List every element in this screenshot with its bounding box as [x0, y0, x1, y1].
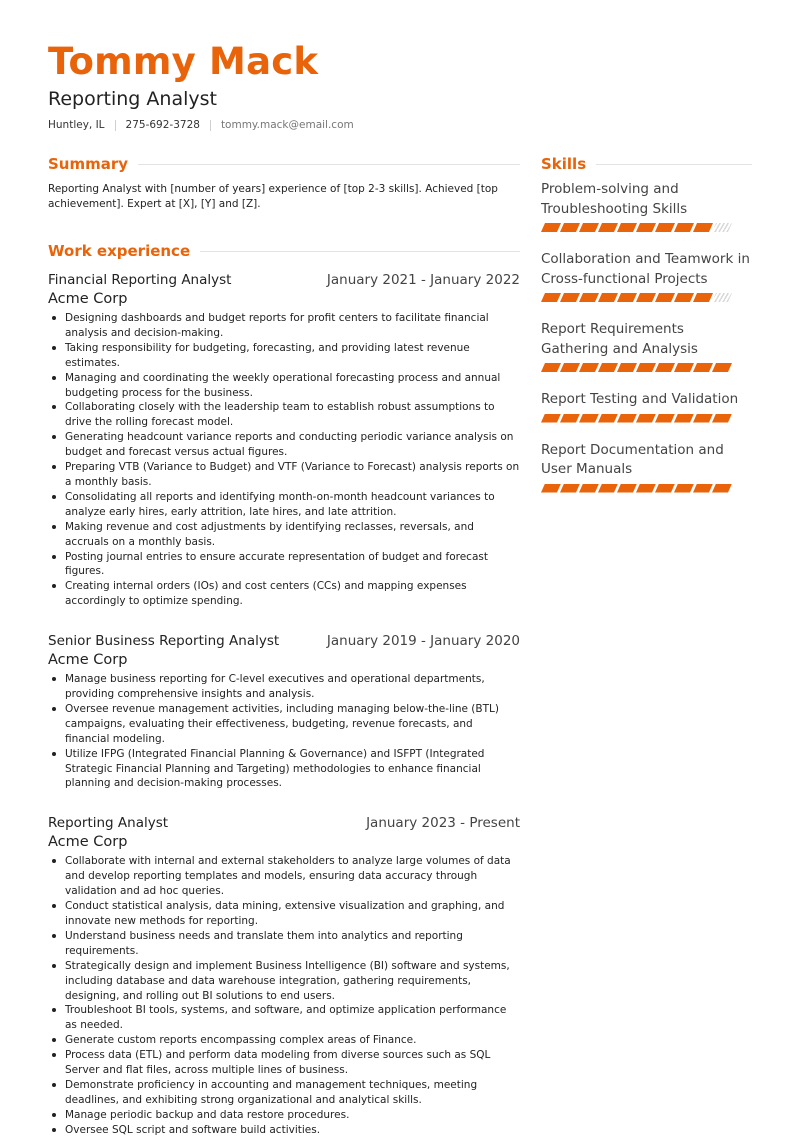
job-dates: January 2019 - January 2020 — [326, 633, 520, 650]
job-bullet: Conduct statistical analysis, data mining, extensive visualization and graphing, and innovate new methods for reporting. — [48, 899, 520, 929]
job-header — [48, 272, 520, 288]
job-bullet: Process data (ETL) and perform data modeling from diverse sources such as SQL Server and flat files, across multiple lines of business. — [48, 1048, 520, 1078]
skill-segment-filled — [598, 484, 618, 493]
skill-segment-filled — [636, 363, 656, 372]
contact-line — [48, 119, 354, 131]
job-bullet: Manage periodic backup and data restore procedures. — [48, 1108, 520, 1123]
skill-item — [541, 180, 752, 232]
skill-level-bar — [541, 484, 752, 493]
job-bullet: Manage business reporting for C-level executives and operational departments, providing comprehensive insights and analysis. — [48, 672, 520, 702]
job-header — [48, 633, 520, 649]
job-dates: January 2023 - Present — [366, 815, 520, 832]
job-bullet: Creating internal orders (IOs) and cost centers (CCs) and mapping expenses accordingly to optimize spending. — [48, 579, 520, 609]
job-bullet: Troubleshoot BI tools, systems, and software, and optimize application performance as needed. — [48, 1003, 520, 1033]
skills-heading-text: Skills — [541, 155, 587, 173]
job-bullet: Demonstrate proficiency in accounting and management techniques, meeting deadlines, and exhibiting strong organizational and analytical skills. — [48, 1078, 520, 1108]
skill-segment-filled — [560, 293, 580, 302]
skill-segment-filled — [655, 414, 675, 423]
heading-rule — [138, 164, 520, 165]
job-bullet: Generating headcount variance reports and conducting periodic variance analysis on budget and forecast versus actual figures. — [48, 430, 520, 460]
job-bullets — [48, 854, 520, 1137]
skill-segment-filled — [617, 484, 637, 493]
skill-name: Problem-solving and Troubleshooting Skills — [541, 181, 688, 217]
location: Huntley, IL — [48, 119, 105, 131]
skill-segment-filled — [674, 484, 694, 493]
skill-segment-filled — [693, 223, 713, 232]
job-bullets — [48, 311, 520, 609]
job-title: Senior Business Reporting Analyst — [48, 633, 280, 650]
skill-level-bar — [541, 363, 752, 372]
job-bullet: Taking responsibility for budgeting, forecasting, and providing latest revenue estimates. — [48, 341, 520, 371]
skill-segment-filled — [636, 293, 656, 302]
skill-segment-filled — [712, 484, 732, 493]
summary-text: Reporting Analyst with [number of years] experience of [top 2-3 skills]. Achieved [top achievement]. Expert at [X], [Y] and [Z]. — [48, 183, 498, 210]
skill-segment-filled — [636, 484, 656, 493]
skill-segment-filled — [617, 414, 637, 423]
job-bullet: Collaborate with internal and external stakeholders to analyze large volumes of data and develop reporting templates and models, ensuring data accuracy through validation and ad hoc queries. — [48, 854, 520, 899]
skill-segment-filled — [560, 414, 580, 423]
skill-segment-filled — [560, 484, 580, 493]
skill-segment-filled — [617, 363, 637, 372]
phone: 275-692-3728 — [125, 119, 200, 131]
skill-segment-filled — [693, 414, 713, 423]
skill-segment-filled — [541, 293, 561, 302]
skill-segment-filled — [617, 293, 637, 302]
skill-segment-filled — [579, 484, 599, 493]
skill-segment-filled — [541, 223, 561, 232]
job-bullet: Making revenue and cost adjustments by identifying reclasses, reversals, and accruals on a monthly basis. — [48, 520, 520, 550]
job-bullet: Oversee SQL script and software build activities. — [48, 1123, 520, 1138]
email-link[interactable]: tommy.mack@email.com — [220, 119, 354, 131]
job-entry — [48, 272, 520, 609]
summary-heading — [48, 152, 520, 176]
skill-segment-filled — [655, 484, 675, 493]
skill-item — [541, 250, 752, 302]
skill-item — [541, 320, 752, 372]
skill-segment-filled — [579, 363, 599, 372]
skill-name: Report Documentation and User Manuals — [541, 441, 724, 477]
job-title: Financial Reporting Analyst — [48, 272, 232, 288]
skill-level-bar — [541, 293, 752, 302]
candidate-title: Reporting Analyst — [48, 88, 217, 110]
skill-segment-filled — [541, 484, 561, 493]
skill-segment-filled — [655, 223, 675, 232]
job-bullet: Consolidating all reports and identifying month-on-month headcount variances to analyze early hires, early attrition, late hires, and late attrition. — [48, 490, 520, 520]
job-bullet: Oversee revenue management activities, including managing below-the-line (BTL) campaigns, evaluating their effectiveness, budgeting, revenue forecasts, and financial modeling. — [48, 702, 520, 747]
skill-item — [541, 390, 752, 423]
job-entry — [48, 633, 520, 791]
job-entry — [48, 815, 520, 1137]
skill-name: Report Testing and Validation — [541, 391, 739, 407]
skill-segment-filled — [598, 293, 618, 302]
skill-segment-filled — [598, 363, 618, 372]
skill-segment-filled — [560, 223, 580, 232]
job-bullet: Understand business needs and translate them into analytics and reporting requirements. — [48, 929, 520, 959]
skill-segment-filled — [598, 223, 618, 232]
skill-segment-filled — [541, 363, 561, 372]
skill-segment-filled — [693, 293, 713, 302]
job-company: Acme Corp — [48, 291, 128, 307]
skill-segment-filled — [636, 223, 656, 232]
job-company: Acme Corp — [48, 652, 128, 669]
skill-level-bar — [541, 414, 752, 423]
skill-level-bar — [541, 223, 752, 232]
skill-segment-empty — [712, 223, 732, 232]
skill-segment-filled — [541, 414, 561, 423]
heading-rule — [596, 164, 752, 165]
skill-segment-filled — [693, 484, 713, 493]
job-bullet: Generate custom reports encompassing complex areas of Finance. — [48, 1033, 520, 1048]
skill-segment-filled — [674, 414, 694, 423]
contact-divider — [210, 120, 211, 131]
summary-heading-text: Summary — [48, 155, 129, 173]
skill-segment-filled — [674, 293, 694, 302]
job-title: Reporting Analyst — [48, 815, 169, 832]
job-bullet: Preparing VTB (Variance to Budget) and VTF (Variance to Forecast) analysis reports on a monthly basis. — [48, 460, 520, 490]
skill-segment-empty — [712, 293, 732, 302]
skill-segment-filled — [579, 293, 599, 302]
work-heading — [48, 239, 520, 263]
job-dates: January 2021 - January 2022 — [326, 272, 520, 288]
job-bullet: Designing dashboards and budget reports for profit centers to facilitate financial analysis and decision-making. — [48, 311, 520, 341]
skill-segment-filled — [712, 414, 732, 423]
heading-rule — [200, 251, 520, 252]
skill-name: Collaboration and Teamwork in Cross-functional Projects — [541, 251, 750, 287]
skill-segment-filled — [674, 223, 694, 232]
skill-segment-filled — [617, 223, 637, 232]
skill-segment-filled — [712, 363, 732, 372]
job-company: Acme Corp — [48, 834, 128, 851]
contact-divider — [115, 120, 116, 131]
job-bullet: Managing and coordinating the weekly operational forecasting process and annual budgeting process for the business. — [48, 371, 520, 401]
skill-segment-filled — [674, 363, 694, 372]
job-bullet: Strategically design and implement Business Intelligence (BI) software and systems, including database and data warehouse integration, gathering requirements, designing, and rolling out BI solutions to end users. — [48, 959, 520, 1004]
job-bullet: Collaborating closely with the leadership team to establish robust assumptions to drive the rolling forecast model. — [48, 400, 520, 430]
work-heading-text: Work experience — [48, 242, 191, 260]
skill-item — [541, 441, 752, 493]
skill-list — [541, 180, 752, 493]
skill-segment-filled — [579, 223, 599, 232]
skill-segment-filled — [636, 414, 656, 423]
job-list — [48, 272, 520, 1138]
skill-segment-filled — [693, 363, 713, 372]
main-column — [48, 152, 520, 1138]
skills-heading — [541, 152, 752, 176]
skill-segment-filled — [579, 414, 599, 423]
job-bullets — [48, 672, 520, 791]
skill-name: Report Requirements Gathering and Analysis — [541, 321, 698, 357]
skill-segment-filled — [655, 363, 675, 372]
skill-segment-filled — [560, 363, 580, 372]
candidate-name: Tommy Mack — [48, 40, 319, 83]
job-bullet: Utilize IFPG (Integrated Financial Planning & Governance) and ISFPT (Integrated Strategic Financial Planning and Targeting) methodologies to enhance financial planning and decision-making processes. — [48, 747, 520, 792]
skill-segment-filled — [655, 293, 675, 302]
job-header — [48, 815, 520, 831]
job-bullet: Posting journal entries to ensure accurate representation of budget and forecast figures. — [48, 550, 520, 580]
sidebar-column — [541, 152, 752, 493]
skill-segment-filled — [598, 414, 618, 423]
